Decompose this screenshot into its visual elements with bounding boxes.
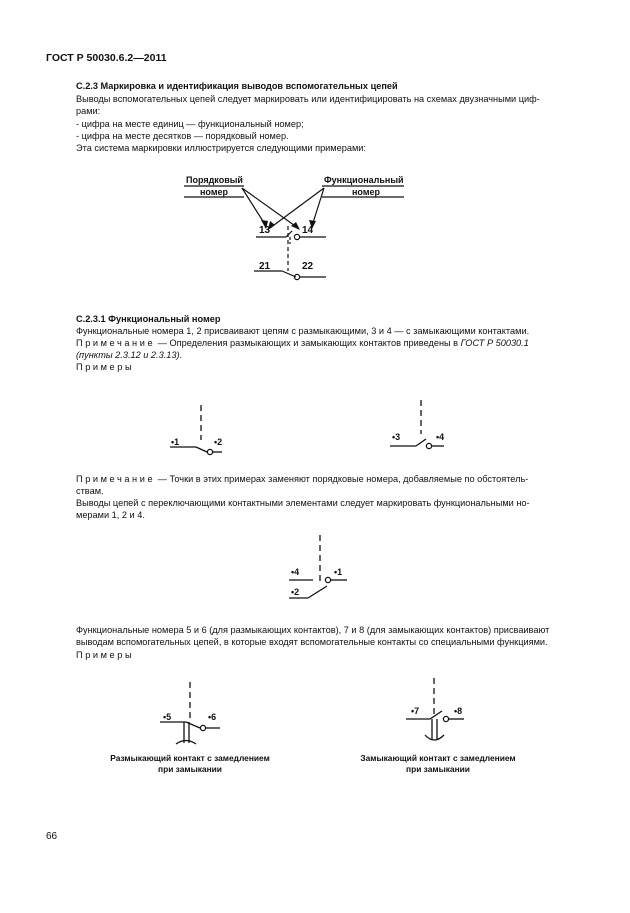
bullet-item: - цифра на месте единиц — функциональный номер; xyxy=(76,119,304,129)
terminal-number: 7 xyxy=(414,706,420,716)
paragraph-line: Выводы вспомогательных цепей следует маркировать или идентифицировать на схемах двузначными циф- xyxy=(76,94,540,104)
terminal-label: •7 xyxy=(411,706,420,716)
terminal-number: 1 xyxy=(337,567,343,577)
terminal-number: 4 xyxy=(439,432,445,442)
terminal-number: 8 xyxy=(457,706,463,716)
terminal-label: •2 xyxy=(214,437,223,447)
bullet-item: - цифра на месте десятков — порядковый номер. xyxy=(76,131,289,141)
terminal-number: 2 xyxy=(294,587,300,597)
terminal-label: 21 xyxy=(259,261,271,272)
note-text: . xyxy=(179,350,183,360)
examples-label: Примеры xyxy=(76,650,135,660)
terminal-label: •4 xyxy=(291,567,300,577)
label-functional-number: номер xyxy=(352,187,380,197)
note-continuation: ствам. xyxy=(76,486,104,496)
paragraph-line: рами: xyxy=(76,106,101,116)
terminal-number: 2 xyxy=(217,437,223,447)
figure-caption: при замыкании xyxy=(406,764,470,774)
figure-caption: Замыкающий контакт с замедлением xyxy=(360,753,516,763)
note-text: — Точки в этих примерах заменяют порядковые номера, добавляемые по обстоятель- xyxy=(155,474,529,484)
terminal-number: 1 xyxy=(174,437,180,447)
paragraph-line: мерами 1, 2 и 4. xyxy=(76,510,145,520)
terminal-number: 5 xyxy=(166,712,172,722)
note-label: Примечание xyxy=(76,474,156,484)
note-label: Примечание xyxy=(76,338,156,348)
label-functional-number: Функциональный xyxy=(324,175,404,185)
note-text: — Определения размыкающих и замыкающих контактов приведены в xyxy=(155,338,461,348)
note-reference: (пункты 2.3.12 и 2.3.13) xyxy=(76,350,180,360)
terminal-label: •3 xyxy=(392,432,401,442)
page-number: 66 xyxy=(46,831,58,842)
paragraph-line: Функциональные номера 5 и 6 (для размыкающих контактов), 7 и 8 (для замыкающих контактов) присваивают xyxy=(76,625,550,635)
section-heading-c23: С.2.3 Маркировка и идентификация выводов вспомогательных цепей xyxy=(76,81,398,91)
paragraph-line: Эта система маркировки иллюстрируется следующими примерами: xyxy=(76,143,366,153)
label-sequence-number: номер xyxy=(200,187,228,197)
terminal-label: •5 xyxy=(163,712,172,722)
paragraph-line: Функциональные номера 1, 2 присваивают цепям с размыкающими, 3 и 4 — с замыкающими контактами. xyxy=(76,326,530,336)
terminal-label: 22 xyxy=(302,261,314,272)
terminal-label: 13 xyxy=(259,225,271,236)
terminal-label: 14 xyxy=(302,225,314,236)
terminal-label: •4 xyxy=(436,432,445,442)
label-sequence-number: Порядковый xyxy=(186,175,243,185)
note-reference: ГОСТ Р 50030.1 xyxy=(460,338,529,348)
terminal-label: •6 xyxy=(208,712,217,722)
document-header: ГОСТ Р 50030.6.2—2011 xyxy=(46,52,167,64)
terminal-number: 3 xyxy=(395,432,401,442)
terminal-label: •8 xyxy=(454,706,463,716)
figure-caption: при замыкании xyxy=(158,764,222,774)
terminal-label: •1 xyxy=(334,567,343,577)
terminal-number: 4 xyxy=(294,567,300,577)
paragraph-line: выводам вспомогательных цепей, в которые входят вспомогательные контакты со специальными функциями. xyxy=(76,637,548,647)
terminal-number: 6 xyxy=(211,712,217,722)
paragraph-line: Выводы цепей с переключающими контактными элементами следует маркировать функциональными но- xyxy=(76,498,530,508)
figure-caption: Размыкающий контакт с замедлением xyxy=(110,753,270,763)
terminal-label: •2 xyxy=(291,587,300,597)
terminal-label: •1 xyxy=(171,437,180,447)
examples-label: Примеры xyxy=(76,362,135,372)
section-heading-c231: С.2.3.1 Функциональный номер xyxy=(76,314,221,324)
